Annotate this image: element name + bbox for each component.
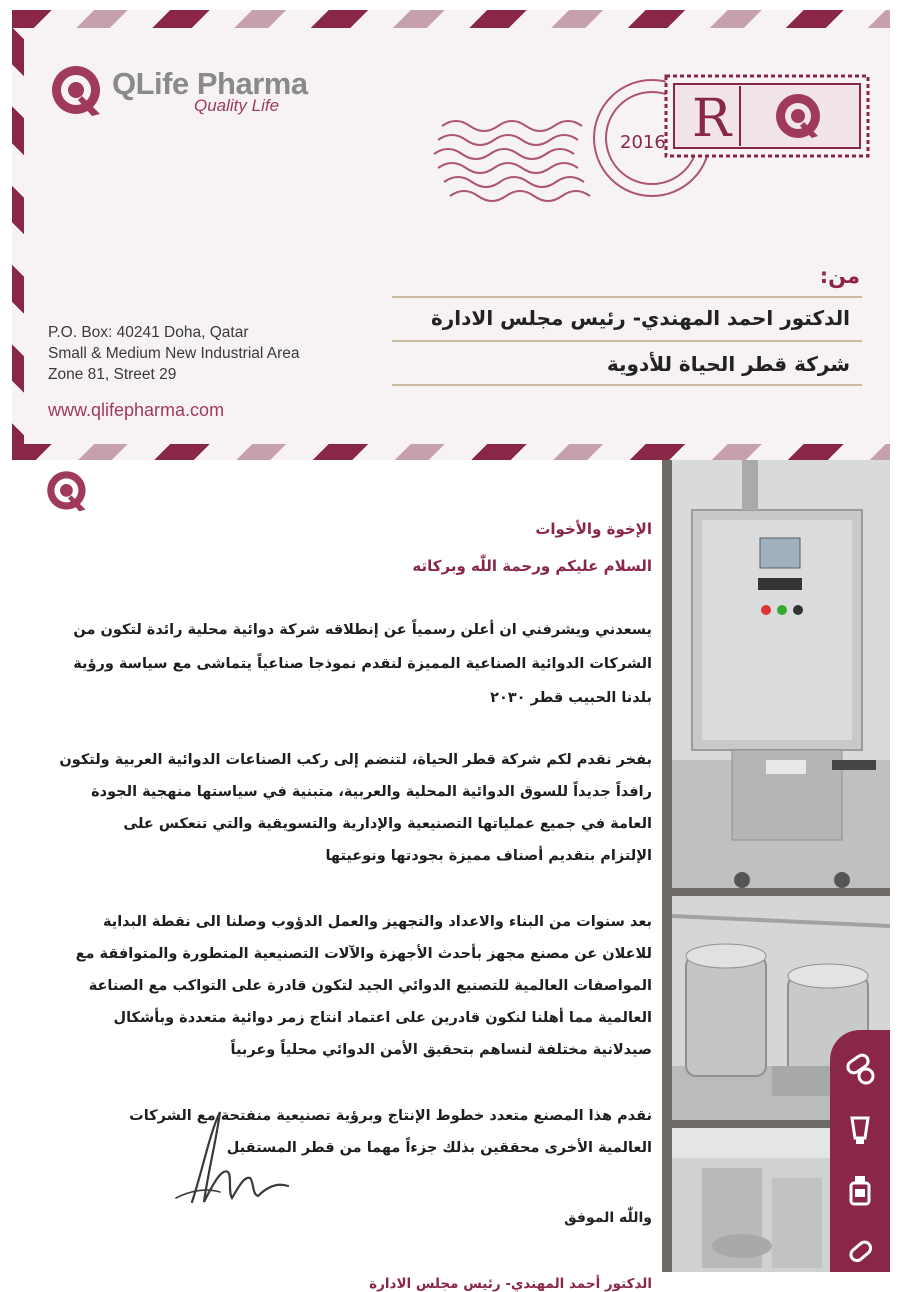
address-line: P.O. Box: 40241 Doha, Qatar bbox=[48, 324, 249, 341]
address-line: Small & Medium New Industrial Area bbox=[48, 345, 300, 362]
qlife-logo-icon bbox=[44, 468, 92, 516]
product-icon-bar bbox=[830, 1030, 890, 1272]
airmail-stripe-top bbox=[12, 10, 890, 28]
paragraph-line: الإلتزام بتقديم أصناف مميزة بجودتها ونوعيتها bbox=[325, 848, 652, 864]
medicine-bottle-icon bbox=[844, 1174, 876, 1206]
closing-phrase: واللّٰه الموفق bbox=[564, 1210, 652, 1226]
greeting: الإخوة والأخوات bbox=[535, 520, 652, 538]
paragraph-line: بلدنا الحبيب قطر ٢٠٣٠ bbox=[490, 690, 652, 706]
sender-name: الدكتور احمد المهندي- رئيس مجلس الادارة bbox=[430, 306, 850, 330]
stamp-letter: R bbox=[692, 89, 732, 149]
address-line: Zone 81, Street 29 bbox=[48, 366, 177, 383]
salutation: السلام عليكم ورحمة اللّٰه وبركاته bbox=[412, 557, 652, 575]
airmail-stripe-bottom bbox=[12, 444, 890, 460]
paragraph-line: بفخر نقدم لكم شركة قطر الحياة، لتنضم إلى ركب الصناعات الدوائية العربية ولتكون bbox=[59, 752, 652, 768]
from-rule bbox=[392, 296, 862, 298]
airmail-stripe-left bbox=[12, 10, 24, 460]
paragraph-line: العالمية مما أهلنا لنكون قادرين على اعتماد انتاج زمر دوائية متعددة وبأشكال bbox=[113, 1010, 652, 1026]
paragraph-line: المواصفات العالمية للتصنيع الدوائي الجيد لتكون قادرة على التواكب مع الصناعة bbox=[88, 978, 652, 994]
postmark-stamp bbox=[424, 70, 884, 240]
brand-tagline: Quality Life bbox=[194, 96, 280, 115]
sender-company: شركة قطر الحياة للأدوية bbox=[606, 352, 850, 376]
brand-name: QLife Pharma bbox=[112, 66, 308, 101]
filling-machine-photo bbox=[672, 460, 890, 888]
paragraph-line: يسعدني ويشرفني ان أعلن رسمياً عن إنطلاقه شركة دوائية محلية رائدة لتكون من bbox=[73, 622, 652, 638]
pills-icon bbox=[844, 1054, 876, 1086]
stamp-year: 2016 bbox=[620, 132, 666, 153]
envelope-header bbox=[12, 10, 890, 460]
handwritten-signature bbox=[162, 1102, 312, 1222]
factory-photo-strip bbox=[662, 460, 890, 1272]
paragraph-line: للاعلان عن مصنع مجهز بأحدث الأجهزة والآلات التصنيعية المتطورة والمتوافقة مع bbox=[75, 946, 652, 962]
paragraph-line: رافداً جديداً للسوق الدوائية المحلية والعربية، متبنية في سياستها منهجية الجودة bbox=[91, 784, 652, 800]
from-rule bbox=[392, 340, 862, 342]
paragraph-line: الشركات الدوائية الصناعية المميزة لنقدم نموذجا صناعياً يتماشى مع سياسة ورؤية bbox=[73, 656, 652, 672]
website-link[interactable]: www.qlifepharma.com bbox=[48, 400, 225, 420]
from-rule bbox=[392, 384, 862, 386]
paragraph-line: نقدم هذا المصنع متعدد خطوط الإنتاج وبرؤية تصنيعية منفتحة مع الشركات bbox=[129, 1108, 652, 1124]
paragraph-line: العالمية الأخرى محققين بذلك جزءاً مهما من قطر المستقبل bbox=[226, 1140, 652, 1156]
qlife-logo-icon bbox=[48, 62, 108, 122]
ointment-tube-icon bbox=[844, 1114, 876, 1146]
from-label: من: bbox=[819, 264, 860, 288]
paragraph-line: صيدلانية مختلفة لنساهم بتحقيق الأمن الدوائي محلياً وعربياً bbox=[230, 1042, 652, 1058]
paragraph-line: العامة في جميع عملياتها التصنيعية والإدارية والتسويقية والتي تنعكس على bbox=[123, 816, 652, 832]
paragraph-line: بعد سنوات من البناء والاعداد والتجهيز والعمل الدؤوب وصلنا الى نقطة البداية bbox=[102, 914, 652, 930]
capsule-icon bbox=[844, 1236, 876, 1268]
signatory-name: الدكتور أحمد المهندي- رئيس مجلس الادارة bbox=[369, 1276, 652, 1292]
letter-page bbox=[12, 460, 890, 1292]
